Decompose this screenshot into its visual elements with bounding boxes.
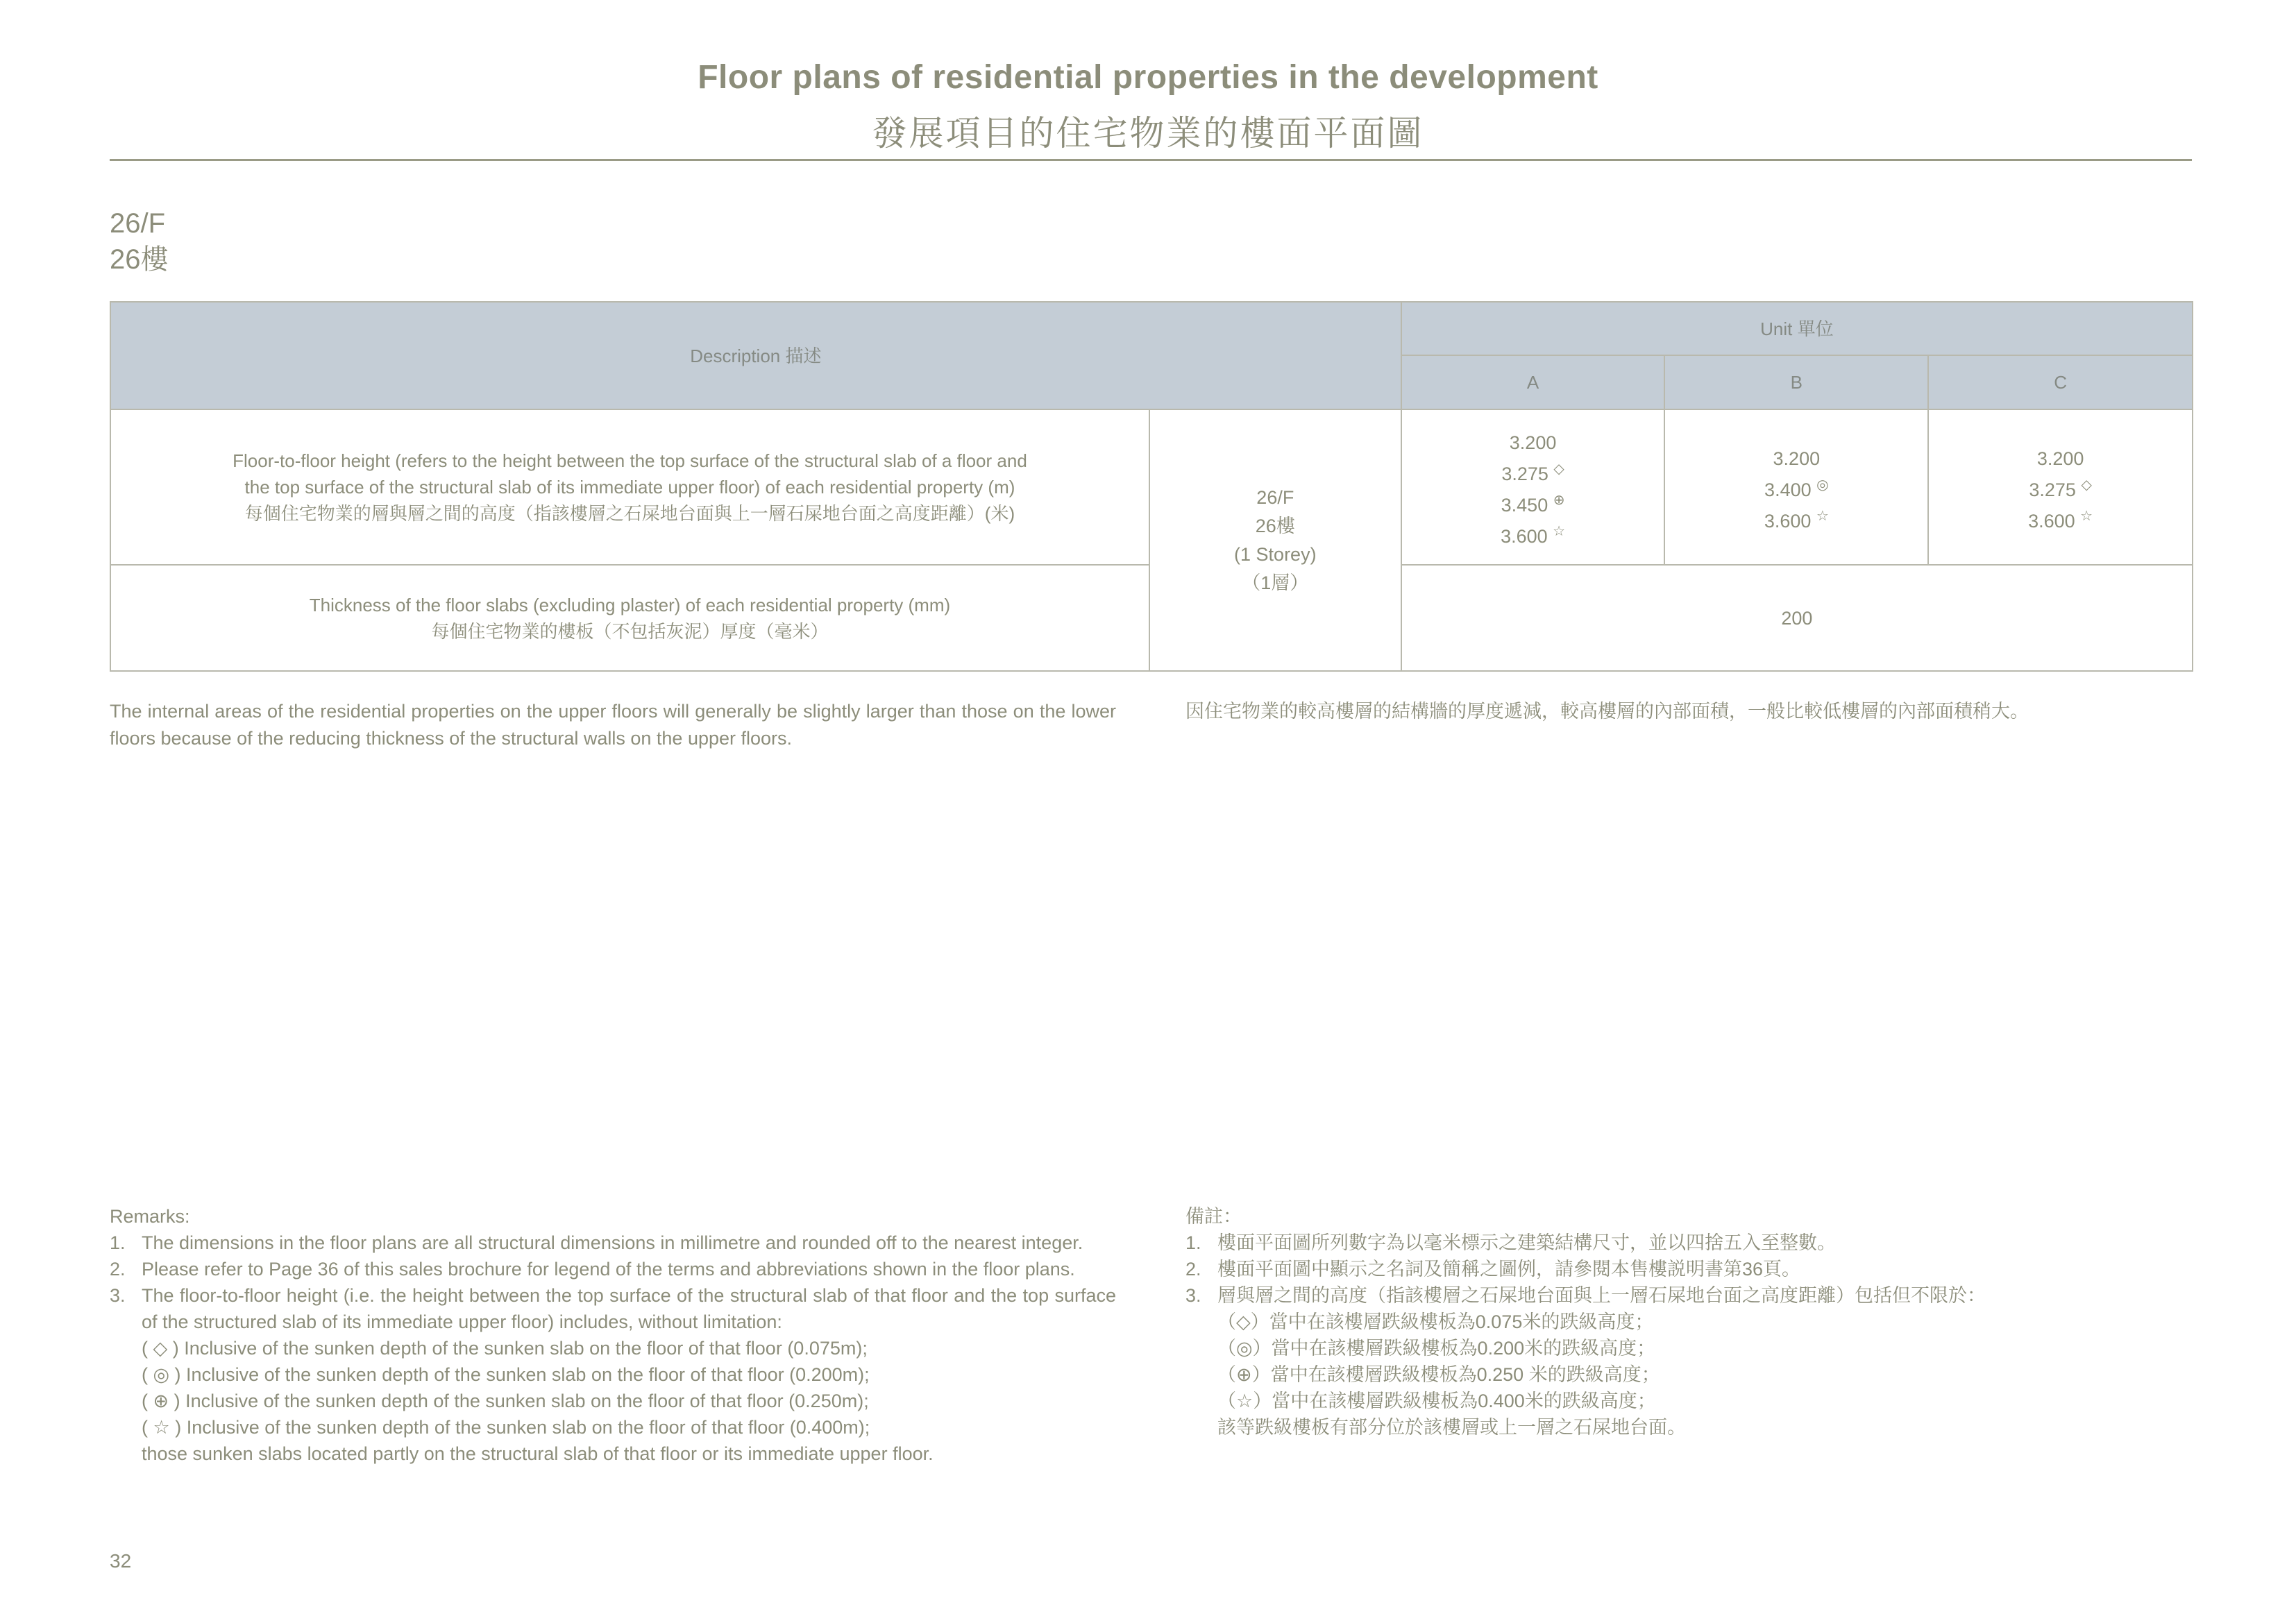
floor-heading-en: 26/F <box>110 208 166 239</box>
diamond-icon: ◇ <box>2081 477 2092 493</box>
floor-cell-zh: 26樓 <box>1255 515 1295 536</box>
slab-thickness-desc-en: Thickness of the floor slabs (excluding plaster) of each residential property (mm) <box>309 594 951 615</box>
floor-heading-zh: 26樓 <box>110 244 169 275</box>
remark-item: 2. Please refer to Page 36 of this sales brochure for legend of the terms and abbreviations shown in the floor plans. <box>110 1259 1075 1280</box>
remark-sub-item: （⊕）當中在該樓層跌級樓板為0.250 米的跌級高度； <box>1217 1364 1660 1385</box>
floor-cell <box>1149 409 1401 671</box>
remark-item: 1. 樓面平面圖所列數字為以毫米標示之建築結構尺寸，並以四捨五入至整數。 <box>1185 1232 1836 1253</box>
remark-sub-item: ( ⊕ ) Inclusive of the sunken depth of the sunken slab on the floor of that floor (0.250m); <box>142 1391 869 1411</box>
unit-b-heights <box>1664 409 1928 565</box>
diamond-icon: ◇ <box>1553 461 1564 477</box>
unit-a-heights <box>1401 409 1665 565</box>
page-number: 32 <box>110 1550 132 1572</box>
remark-sub-item: （◎）當中在該樓層跌級樓板為0.200米的跌級高度； <box>1217 1338 1656 1359</box>
floor-height-description <box>110 409 1149 565</box>
remarks-zh <box>1185 1203 2192 1441</box>
height-value: 3.200 <box>2036 448 2084 469</box>
title-divider <box>110 159 2192 161</box>
page-title-en: Floor plans of residential properties in the development <box>698 59 1598 96</box>
remark-item: 3. 層與層之間的高度（指該樓層之石屎地台面與上一層石屎地台面之高度距離）包括但不限於： （◇）當中在該樓層跌級樓板為0.075米的跌級高度； （◎）當中在該樓層跌級樓板為0.200米的跌級高度； （⊕）當中在該樓層跌級樓板為0.250 米的跌級高度； （☆）當中在該樓層跌級樓板為0.400米的跌級高度； 該等跌級樓板有部分位於該樓層或上一層之石屎地台面。 <box>1185 1282 2192 1441</box>
slab-thickness-desc-zh: 每個住宅物業的樓板（不包括灰泥）厚度（毫米） <box>431 620 829 642</box>
star-icon: ☆ <box>1553 524 1566 539</box>
height-value: 3.600 ☆ <box>2028 508 2093 532</box>
star-icon: ☆ <box>2080 508 2093 524</box>
unit-c-header: C <box>1928 355 2193 409</box>
remarks-heading: Remarks: <box>110 1206 190 1227</box>
floor-cell-storey-zh: （1層） <box>1242 572 1309 593</box>
circled-plus-icon: ⊕ <box>1553 493 1565 508</box>
slab-thickness-description <box>110 565 1149 671</box>
floor-heading <box>110 205 169 278</box>
unit-header: Unit 單位 <box>1401 302 2193 355</box>
height-value: 3.200 <box>1509 432 1557 453</box>
slab-thickness-value: 200 <box>1401 565 2193 671</box>
height-value: 3.200 <box>1773 448 1821 469</box>
remarks-en <box>110 1203 1116 1467</box>
floor-cell-storey-en: (1 Storey) <box>1234 543 1317 565</box>
remark-sub-item: ( ◎ ) Inclusive of the sunken depth of the sunken slab on the floor of that floor (0.200m); <box>142 1364 870 1385</box>
remark-sub-item: （☆）當中在該樓層跌級樓板為0.400米的跌級高度； <box>1217 1391 1656 1411</box>
height-value: 3.400 ◎ <box>1764 477 1829 500</box>
remark-sub-item: ( ☆ ) Inclusive of the sunken depth of the sunken slab on the floor of that floor (0.400m); <box>142 1417 870 1438</box>
height-value: 3.275 ◇ <box>2029 477 2092 500</box>
unit-a-header: A <box>1401 355 1665 409</box>
star-icon: ☆ <box>1816 508 1829 524</box>
unit-b-header: B <box>1664 355 1928 409</box>
floor-height-desc-en-1: Floor-to-floor height (refers to the height between the top surface of the structural slab of a floor and <box>233 450 1027 471</box>
height-value: 3.275 ◇ <box>1501 461 1564 484</box>
height-value: 3.450 ⊕ <box>1501 493 1565 516</box>
remark-sub-item: ( ◇ ) Inclusive of the sunken depth of the sunken slab on the floor of that floor (0.075m); <box>142 1338 868 1359</box>
remark-item: 1. The dimensions in the floor plans are all structural dimensions in millimetre and rounded off to the nearest integer. <box>110 1232 1083 1253</box>
page-title-zh: 發展項目的住宅物業的樓面平面圖 <box>872 114 1424 153</box>
remark-sub-item: 該等跌級樓板有部分位於該樓層或上一層之石屎地台面。 <box>1217 1417 1686 1438</box>
remarks-heading: 備註： <box>1185 1206 1242 1227</box>
floor-height-table <box>110 301 2193 672</box>
remark-sub-item: those sunken slabs located partly on the structural slab of that floor or its immediate upper floor. <box>142 1443 934 1464</box>
internal-area-note-en: The internal areas of the residential properties on the upper floors will generally be slightly larger than those on the lower floors because of the reducing thickness of the structural walls on the upper floors. <box>110 701 1116 749</box>
remark-item: 2. 樓面平面圖中顯示之名詞及簡稱之圖例，請參閱本售樓説明書第36頁。 <box>1185 1259 1801 1280</box>
description-header: Description 描述 <box>110 302 1401 409</box>
floor-cell-en: 26/F <box>1256 486 1294 508</box>
remark-item: 3. The floor-to-floor height (i.e. the height between the top surface of the structural slab of that floor and the top surface of the structured slab of its immediate upper floor) includes, without limitation: ( ◇ ) Inclusive of the sunken depth of the sunken slab on the floor of that floor (0.075m); ( ◎ ) Inclusive of the sunken depth of the sunken slab on the floor of that floor (0.200m); ( ⊕ ) Inclusive of the sunken depth of the sunken slab on the floor of that floor (0.250m); ( ☆ ) Inclusive of the sunken depth of the sunken slab on the floor of that floor (0.400m); those sunken slabs located partly on the structural slab of that floor or its immediate upper floor. <box>110 1282 1116 1467</box>
height-value: 3.600 ☆ <box>1501 524 1566 547</box>
remark-sub-item: （◇）當中在該樓層跌級樓板為0.075米的跌級高度； <box>1217 1311 1654 1332</box>
double-circle-icon: ◎ <box>1816 477 1829 493</box>
unit-c-heights <box>1928 409 2193 565</box>
height-value: 3.600 ☆ <box>1764 508 1829 532</box>
internal-area-note-zh: 因住宅物業的較高樓層的結構牆的厚度遞減，較高樓層的內部面積，一般比較低樓層的內部面積稍大。 <box>1185 701 2029 722</box>
floor-height-desc-zh: 每個住宅物業的層與層之間的高度（指該樓層之石屎地台面與上一層石屎地台面之高度距離）(米) <box>244 503 1015 524</box>
floor-height-desc-en-2: the top surface of the structural slab of its immediate upper floor) of each residential property (m) <box>244 477 1015 498</box>
